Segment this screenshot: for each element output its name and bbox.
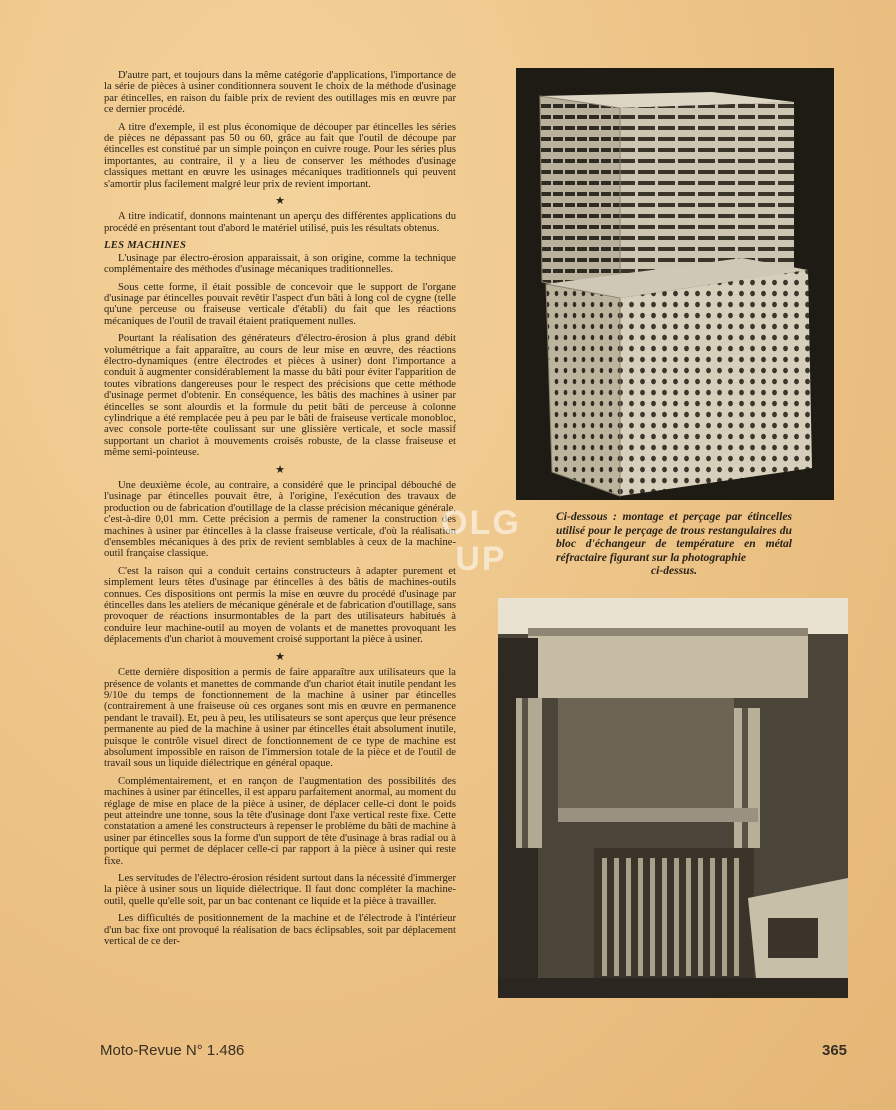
photo-heat-exchanger-blocks bbox=[516, 68, 834, 500]
photo-caption bbox=[556, 510, 792, 578]
section-heading: LES MACHINES bbox=[104, 240, 187, 252]
page-number: 365 bbox=[822, 1042, 848, 1059]
article-column bbox=[104, 70, 456, 953]
star-separator-icon: ★ bbox=[275, 195, 285, 208]
paragraph: Les difficultés de positionnement de la machine et de l'électrode à l'intérieur d'un bac fixe ont provoqué la réalisation de bacs éclipsables, soit par déplacement vertical de ce der- bbox=[104, 913, 456, 948]
caption-text: Ci-dessous : montage et perçage par étincelles utilisé pour le perçage de trous restangulaires du bloc d'échangeur de température en métal réfractaire figurant sur la photographie bbox=[556, 510, 792, 564]
paragraph: Une deuxième école, au contraire, a considéré que le principal débouché de l'usinage par étincelles pouvait être, à l'origine, l'exécution des travaux de production ou de fabrication d'outillage de la classe précision mécanique générale, c'est-à-dire 0,01 mm. Cette précision a permis de ramener la construction des machines à usiner par étincelles à la classe fraiseuse verticale, d'où la réalisation d'ensembles mécaniques à des prix de revient semblables à ceux de la machine-outil française classique. bbox=[104, 480, 456, 560]
paragraph: A titre indicatif, donnons maintenant un aperçu des différentes applications du procédé en présentant tout d'abord le matériel utilisé, puis les résultats obtenus. bbox=[104, 211, 456, 234]
paragraph: A titre d'exemple, il est plus économique de découper par étincelles les séries de pièces ne dépassant pas 50 ou 60, grâce au fait que l'outil de découpe par étincelles est constitué par un simple poinçon en cuivre rouge. Pour les séries plus importantes, au contraire, il y a lieu de conserver les méthodes d'usinage classiques mettant en œuvre les usinages mécaniques traditionnels qui peuvent s'amortir plus facilement malgré leur prix de revient important. bbox=[104, 121, 456, 190]
photo-machining-setup bbox=[498, 598, 848, 998]
paragraph: Les servitudes de l'électro-érosion résident surtout dans la nécessité d'immerger la pièce à usiner sous un liquide diélectrique. Il faut donc compléter la machine-outil, quelle qu'elle soit, par un bac contenant ce liquide et la pièce à travailler. bbox=[104, 873, 456, 907]
paragraph: Cette dernière disposition a permis de faire apparaître aux utilisateurs que la présence de volants et manettes de commande d'un chariot était inutile pendant les 9/10e du temps de fonctionnement de la machine à usiner par étincelles (contrairement à une fraiseuse où ces organes sont mis en œuvre en permanence pendant le travail). Et, peu à peu, les utilisateurs se sont aperçus que leur présence permanente au pied de la machine à usiner par étincelles était absolument inutile, puisque le contrôle visuel direct de fonctionnement de ce type de machine est absolument impossible en raison de l'immersion totale de la pièce et de l'outil de travail sous un liquide diélectrique en général opaque. bbox=[104, 667, 456, 770]
magazine-issue: Moto-Revue N° 1.486 bbox=[100, 1042, 245, 1059]
star-separator-icon: ★ bbox=[275, 463, 285, 476]
star-separator-icon: ★ bbox=[275, 650, 285, 663]
paragraph: D'autre part, et toujours dans la même catégorie d'applications, l'importance de la série de pièces à usiner conditionnera souvent le choix de la méthode d'usinage par étincelles, en raison du faible prix de revient des outillages mis en œuvre par ce dernier procédé. bbox=[104, 70, 456, 116]
paragraph: Complémentairement, et en rançon de l'augmentation des possibilités des machines à usiner par étincelles, il est apparu parfaitement anormal, au moment du réglage de mise en place de la pièce à usiner, de déplacer celle-ci dont le poids peut atteindre une tonne, sous la tête d'usinage dont l'axe vertical reste fixe. Cette constatation a amené les constructeurs à repenser le problème du bâti de machine à usiner par étincelles sous la forme d'un support de tête d'usinage à bras radial ou à portique qui permet de déplacer celle-ci par rapport à la pièce à usiner qui reste fixe. bbox=[104, 775, 456, 867]
paragraph: L'usinage par électro-érosion apparaissait, à son origine, comme la technique complémentaire des méthodes d'usinage mécaniques traditionnelles. bbox=[104, 252, 456, 276]
paragraph: C'est la raison qui a conduit certains constructeurs à adapter purement et simplement leurs têtes d'usinage par étincelles à des bâtis de machines-outils connues. Ces dispositions ont permis la mise en œuvre du procédé d'usinage par étincelles dans les ateliers de mécanique générale et de fabrication d'outillage, sans provoquer de réactions insurmontables de la part des utilisateurs habitués à conduire leur machine-outil au moyen de volants et de manettes provoquant les déplacements d'un chariot à mouvement croisé supportant la pièce à usiner. bbox=[104, 565, 456, 646]
paragraph: Sous cette forme, il était possible de concevoir que le support de l'organe d'usinage par étincelles pouvait revêtir l'aspect d'un bâti à long col de cygne (telle qu'une perceuse ou fraiseuse verticale d'établi) du fait que les réactions mécaniques de l'outil de travail étaient pratiquement nulles. bbox=[104, 281, 456, 327]
paragraph: Pourtant la réalisation des générateurs d'électro-érosion à plus grand débit volumétrique a fait apparaître, au cours de leur mise en œuvre, des réactions électro-dynamiques (entre électrodes et pièces à usiner) dont l'importance a conduit à augmenter considérablement la masse du bâti pour éviter l'apparition de toutes vibrations dangereuses pour le respect des précisions que cette méthode d'usinage permet d'obtenir. En conséquence, les bâtis des machines à usiner par étincelles se sont alourdis et la formule du petit bâti de perceuse à colonne cylindrique a été remplacée peu à peu par le bâti de fraiseuse verticale monobloc, avec console porte-tête coulissant sur une glissière verticale, et socle massif supportant un chariot à mouvements croisés robuste, de la classe fraiseuse et même semi-pointeuse. bbox=[104, 333, 456, 459]
watermark: OLG UP bbox=[441, 504, 521, 578]
caption-end: ci-dessus. bbox=[650, 564, 698, 578]
